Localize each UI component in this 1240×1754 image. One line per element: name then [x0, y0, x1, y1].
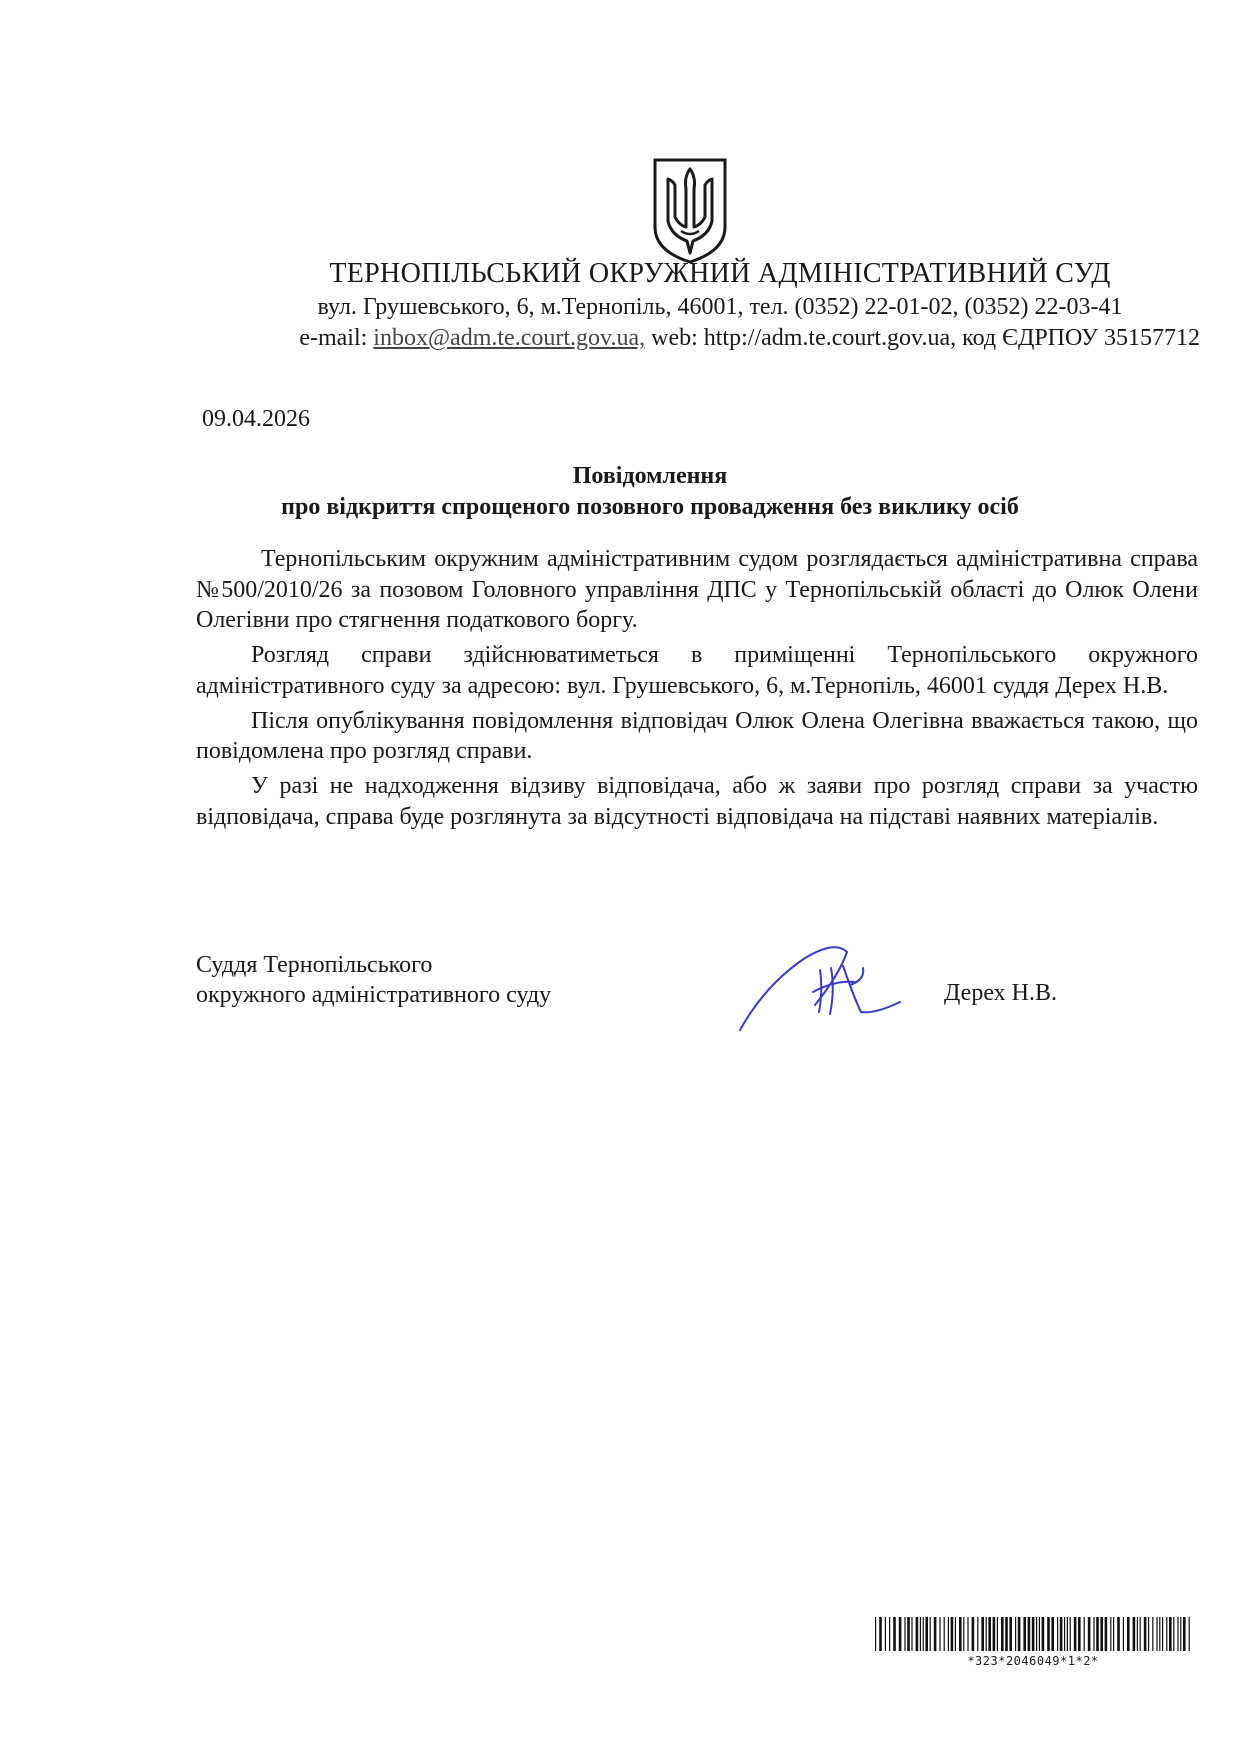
- email-link[interactable]: inbox@adm.te.court.gov.ua,: [373, 325, 646, 351]
- barcode-bar: [1144, 1617, 1147, 1651]
- barcode-bar: [1159, 1617, 1160, 1651]
- paragraph: Розгляд справи здійснюватиметься в приміщенні Тернопільського окружного адміністративного суду за адресою: вул. Грушевського, 6, м.Тернопіль, 46001 суддя Дерех Н.В.: [196, 642, 1198, 699]
- barcode-text: *323*2046049*1*2*: [967, 1654, 1099, 1668]
- barcode-bar: [1137, 1617, 1138, 1651]
- barcode-bar: [997, 1617, 998, 1651]
- paragraph: Після опублікування повідомлення відповідач Олюк Олена Олегівна вважається такою, що повідомлена про розгляд справи.: [196, 707, 1198, 764]
- barcode-bar: [889, 1617, 890, 1651]
- barcode-bar: [1110, 1617, 1111, 1651]
- barcode-bar: [1001, 1617, 1004, 1651]
- web-link[interactable]: http://adm.te.court.gov.ua,: [703, 325, 957, 351]
- court-contacts: [250, 325, 1200, 352]
- barcode-icon: [873, 1617, 1193, 1651]
- barcode-bar: [1100, 1617, 1103, 1651]
- barcode-bar: [981, 1617, 984, 1651]
- document-subtitle: про відкриття спрощеного позовного провадження без виклику осіб: [281, 494, 1019, 520]
- edrpou-code: 35157712: [1104, 325, 1200, 351]
- barcode-bar: [1183, 1617, 1186, 1651]
- barcode-bar: [1067, 1617, 1068, 1651]
- code-label: код ЄДРПОУ: [956, 325, 1104, 351]
- barcode-bar: [1148, 1617, 1149, 1651]
- barcode-bar: [1113, 1617, 1114, 1651]
- court-address: вул. Грушевського, 6, м.Тернопіль, 46001, тел. (0352) 22-01-02, (0352) 22-03-41: [317, 294, 1123, 320]
- barcode-bar: [1042, 1617, 1045, 1651]
- barcode-bar: [1162, 1617, 1163, 1651]
- barcode-bar: [904, 1617, 905, 1651]
- paragraph: У разі не надходження відзиву відповідача, або ж заяви про розгляд справи за участю відповідача, справа буде розглянута за відсутності відповідача на підставі наявних матеріалів.: [196, 773, 1198, 830]
- barcode-bar: [934, 1617, 937, 1651]
- barcode-bar: [923, 1617, 924, 1651]
- barcode-bar: [939, 1617, 940, 1651]
- barcode-bar: [1140, 1617, 1141, 1651]
- barcode-bar: [948, 1617, 949, 1651]
- barcode-bar: [1088, 1617, 1091, 1651]
- barcode-bar: [1096, 1617, 1099, 1651]
- barcode-bar: [1028, 1617, 1031, 1651]
- trident-coat-of-arms-icon: [651, 157, 729, 265]
- barcode-bar: [911, 1617, 912, 1651]
- barcode-bar: [967, 1617, 968, 1651]
- barcode-bar: [875, 1617, 876, 1651]
- barcode-bar: [930, 1617, 931, 1651]
- barcode-bar: [916, 1617, 919, 1651]
- barcode-bar: [1047, 1617, 1050, 1651]
- barcode-bar: [1152, 1617, 1153, 1651]
- signer-position: [196, 950, 551, 1010]
- barcode-bar: [899, 1617, 902, 1651]
- barcode-bar: [1189, 1617, 1190, 1651]
- barcode-bar: [1057, 1617, 1058, 1651]
- barcode-bar: [1127, 1617, 1130, 1651]
- barcode-bar: [1032, 1617, 1035, 1651]
- signer-position-line2: окружного адміністративного суду: [196, 982, 552, 1008]
- document-title: Повідомлення: [572, 463, 728, 489]
- barcode-bar: [885, 1617, 886, 1651]
- barcode-bar: [1180, 1617, 1181, 1651]
- barcode-bar: [1123, 1617, 1124, 1651]
- barcode-bar: [959, 1617, 962, 1651]
- barcode-bar: [1064, 1617, 1065, 1651]
- barcode-bar: [1051, 1617, 1054, 1651]
- barcode-bar: [879, 1617, 882, 1651]
- barcode-bar: [1036, 1617, 1037, 1651]
- web-label: web:: [645, 325, 704, 351]
- handwritten-signature-icon: [735, 930, 935, 1040]
- barcode-bar: [1060, 1617, 1063, 1651]
- barcode-bar: [1005, 1617, 1008, 1651]
- barcode-bar: [988, 1617, 991, 1651]
- barcode-bar: [1093, 1617, 1094, 1651]
- barcode-bar: [907, 1617, 910, 1651]
- signer-position-line1: Суддя Тернопільського: [196, 952, 433, 978]
- barcode-bar: [993, 1617, 996, 1651]
- barcode-bar: [944, 1617, 945, 1651]
- barcode-bar: [1133, 1617, 1136, 1651]
- barcode-bar: [1117, 1617, 1120, 1651]
- barcode-bar: [977, 1617, 978, 1651]
- barcode-bar: [1078, 1617, 1081, 1651]
- barcode-bar: [1009, 1617, 1012, 1651]
- barcode-bar: [1070, 1617, 1071, 1651]
- barcode-bar: [1169, 1617, 1172, 1651]
- barcode-bar: [1173, 1617, 1174, 1651]
- document-body: [196, 544, 1198, 837]
- barcode-bar: [955, 1617, 956, 1651]
- barcode-bar: [986, 1617, 987, 1651]
- barcode-bar: [925, 1617, 928, 1651]
- barcode-bar: [1177, 1617, 1178, 1651]
- barcode-bar: [1018, 1617, 1021, 1651]
- barcode-bar: [1156, 1617, 1157, 1651]
- barcode-bar: [1039, 1617, 1040, 1651]
- barcode-bar: [972, 1617, 975, 1651]
- barcode-bar: [963, 1617, 964, 1651]
- barcode-bar: [1074, 1617, 1077, 1651]
- barcode-bar: [951, 1617, 954, 1651]
- barcode-bar: [1166, 1617, 1167, 1651]
- barcode-bar: [920, 1617, 921, 1651]
- court-name: ТЕРНОПІЛЬСЬКИЙ ОКРУЖНИЙ АДМІНІСТРАТИВНИЙ СУД: [329, 258, 1111, 289]
- barcode-bar: [1023, 1617, 1026, 1651]
- document-date: 09.04.2026: [202, 406, 310, 432]
- signer-name: Дерех Н.В.: [944, 980, 1057, 1006]
- email-label: e-mail:: [299, 325, 374, 351]
- paragraph: Тернопільським окружним адміністративним судом розглядається адміністративна справа №500/2010/26 за позовом Головного управління ДПС у Тернопільській області до Олюк Олени Олегівни про стягнення податкового боргу.: [196, 546, 1198, 633]
- barcode-bar: [1015, 1617, 1016, 1651]
- barcode-bar: [893, 1617, 896, 1651]
- barcode-bar: [1084, 1617, 1085, 1651]
- barcode-bar: [1105, 1617, 1108, 1651]
